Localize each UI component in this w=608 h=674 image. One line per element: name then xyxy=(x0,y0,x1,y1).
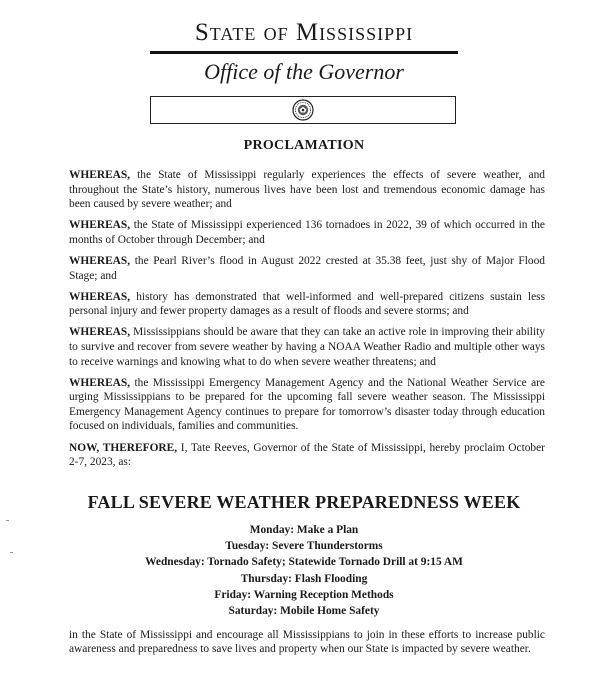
therefore-label: NOW, THEREFORE, xyxy=(69,441,178,454)
whereas-text: the Pearl River’s flood in August 2022 crested at 35.38 feet, just shy of Major Flood Stage; and xyxy=(69,254,545,282)
proclamation-heading: PROCLAMATION xyxy=(243,138,365,153)
state-title: State of Mississippi xyxy=(194,19,414,46)
whereas-clause xyxy=(69,168,545,212)
schedule-item-thursday: Thursday: Flash Flooding xyxy=(240,572,368,585)
whereas-clause xyxy=(69,254,545,283)
schedule-item-friday: Friday: Warning Reception Methods xyxy=(214,588,394,601)
whereas-label: WHEREAS, xyxy=(69,326,131,339)
whereas-clause xyxy=(69,376,545,434)
therefore-text: I, Tate Reeves, Governor of the State of Mississippi, hereby proclaim October 2-7, 2023, as: xyxy=(69,441,545,469)
whereas-clause xyxy=(69,325,545,369)
seal-box xyxy=(150,96,456,124)
whereas-clause xyxy=(69,290,545,319)
schedule-item-tuesday: Tuesday: Severe Thunderstorms xyxy=(225,540,383,553)
schedule-item-monday: Monday: Make a Plan xyxy=(249,524,359,536)
state-seal-icon xyxy=(292,99,314,121)
whereas-label: WHEREAS, xyxy=(69,290,131,303)
whereas-label: WHEREAS, xyxy=(69,219,131,232)
whereas-clause xyxy=(69,218,545,247)
scan-mark xyxy=(6,520,9,521)
whereas-text: the State of Mississippi regularly experiences the effects of severe weather, and throughout the State’s history, numerous lives have been lost and tremendous economic damage has been caused by severe weather; and xyxy=(69,169,545,211)
closing-paragraph: in the State of Mississippi and encourage all Mississippians to join in these efforts to increase public awareness and preparedness to save lives and property when our State is impacted by severe weather. xyxy=(69,629,545,656)
office-title: Office of the Governor xyxy=(204,59,404,84)
header-divider xyxy=(150,51,458,54)
scan-mark xyxy=(10,552,13,553)
whereas-label: WHEREAS, xyxy=(69,169,131,181)
schedule-item-wednesday: Wednesday: Tornado Safety; Statewide Tornado Drill at 9:15 AM xyxy=(145,556,463,569)
proclamation-body xyxy=(69,168,545,476)
schedule-item-saturday: Saturday: Mobile Home Safety xyxy=(228,605,380,618)
whereas-text: Mississippians should be aware that they can take an active role in improving their ability to survive and recover from severe weather by having a NOAA Weather Radio and multiple other ways to receive warnings and knowing what to do when severe weather threatens; and xyxy=(69,326,545,368)
week-title: FALL SEVERE WEATHER PREPAREDNESS WEEK xyxy=(87,492,521,512)
therefore-clause xyxy=(69,441,545,470)
whereas-text: the State of Mississippi experienced 136 tornadoes in 2022, 39 of which occurred in the months of October through December; and xyxy=(69,219,545,246)
whereas-label: WHEREAS, xyxy=(69,376,131,389)
whereas-text: history has demonstrated that well-informed and well-prepared citizens sustain less personal injury and fewer property damages as a result of floods and severe storms; and xyxy=(69,290,545,318)
whereas-label: WHEREAS, xyxy=(69,254,131,267)
schedule-list xyxy=(0,522,608,619)
whereas-text: the Mississippi Emergency Management Agency and the National Weather Service are urging Mississippians to be prepared for the upcoming fall severe weather season. The Mississippi Emergency Management Agency continues to prepare for tomorrow’s disaster today through education focused on individuals, families and communities. xyxy=(69,376,545,433)
